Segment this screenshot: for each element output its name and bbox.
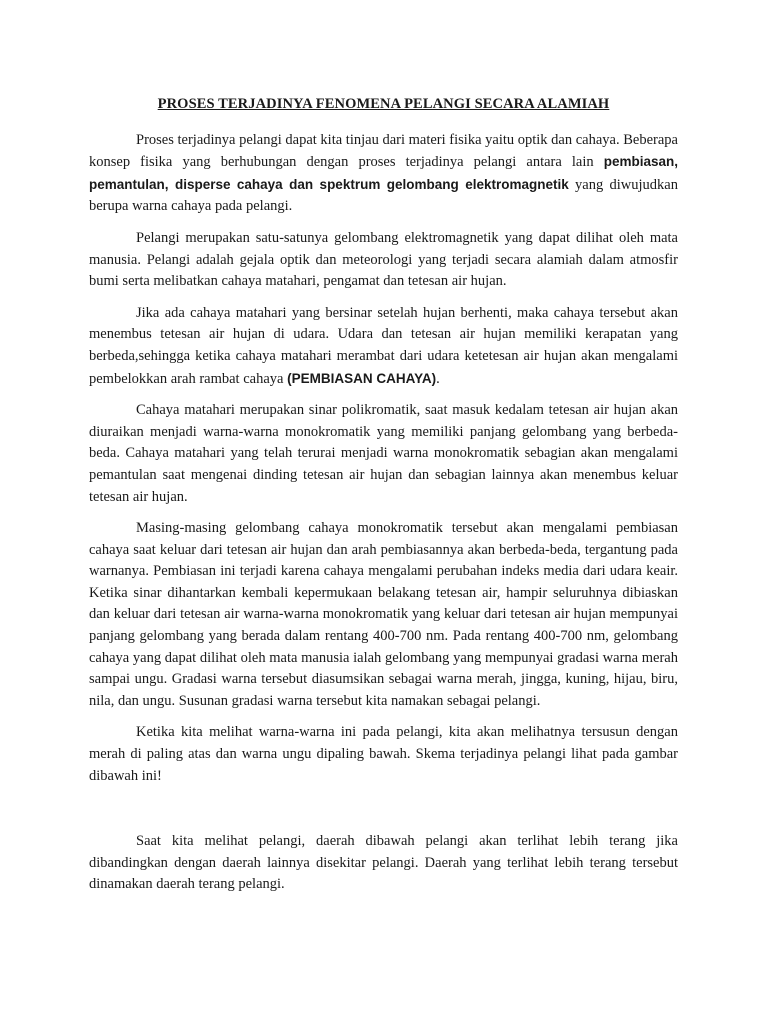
document-title: PROSES TERJADINYA FENOMENA PELANGI SECARA ALAMIAH (157, 96, 610, 112)
paragraph-1 (89, 130, 678, 218)
paragraph-3-text-start: Jika ada cahaya matahari yang bersinar setelah hujan berhenti, maka cahaya tersebut akan menembus tetesan air hujan di udara. Udara dan tetesan air hujan memiliki kerapatan yang berbeda,sehingga ketika cahaya matahari merambat dari udara ketetesan air hujan akan mengalami pembelokkan arah rambat cahaya (89, 304, 678, 387)
paragraph-4: Cahaya matahari merupakan sinar polikromatik, saat masuk kedalam tetesan air hujan akan diuraikan menjadi warna-warna monokromatik yang memiliki panjang gelombang yang berbeda-beda. Cahaya matahari yang telah terurai menjadi warna monokromatik sebagian akan mengalami pemantulan saat mengenai dinding tetesan air hujan dan sebagian lainnya akan menembus keluar tetesan air hujan. (89, 402, 678, 505)
paragraph-3 (89, 303, 678, 390)
paragraph-2: Pelangi merupakan satu-satunya gelombang elektromagnetik yang dapat dilihat oleh mata manusia. Pelangi adalah gejala optik dan meteorologi yang terjadi secara alamiah dalam atmosfir bumi serta melibatkan cahaya matahari, pengamat dan tetesan air hujan. (89, 229, 678, 290)
paragraph-1-text-end: yang diwujudkan berupa warna cahaya pada pelangi. (89, 176, 678, 215)
paragraph-3-bold-term: (PEMBIASAN CAHAYA) (287, 370, 437, 386)
paragraph-3-text-end: . (436, 370, 440, 387)
document-page (89, 94, 678, 906)
paragraph-5: Masing-masing gelombang cahaya monokromatik tersebut akan mengalami pembiasan cahaya saat keluar dari tetesan air hujan dan arah pembiasannya akan berbeda-beda, tergantung pada warnanya. Pembiasan ini terjadi karena cahaya mengalami perubahan indeks media dari udara keair. Ketika sinar dihantarkan kembali kepermukaan belakang tetesan air, hampir seluruhnya dibiaskan dan keluar dari tetesan air warna-warna monokromatik yang keluar dari tetesan air hujan mempunyai panjang gelombang yang berada dalam rentang 400-700 nm. Pada rentang 400-700 nm, gelombang cahaya yang dapat dilihat oleh mata manusia ialah gelombang yang mempunyai gradasi warna merah sampai ungu. Gradasi warna tersebut diasumsikan sebagai warna merah, jingga, kuning, hijau, biru, nila, dan ungu. Susunan gradasi warna tersebut kita namakan sebagai pelangi. (89, 520, 678, 709)
paragraph-1-text-start: Proses terjadinya pelangi dapat kita tinjau dari materi fisika yaitu optik dan cahaya. Beberapa konsep fisika yang berhubungan dengan proses terjadinya pelangi antara lain (89, 131, 678, 171)
paragraph-7: Saat kita melihat pelangi, daerah dibawah pelangi akan terlihat lebih terang jika dibandingkan dengan daerah lainnya disekitar pelangi. Daerah yang terlihat lebih terang tersebut dinamakan daerah terang pelangi. (89, 833, 678, 893)
paragraph-1-bold-terms: pembiasan, pemantulan, disperse cahaya dan spektrum gelombang elektromagnetik (89, 154, 678, 192)
paragraph-6: Ketika kita melihat warna-warna ini pada pelangi, kita akan melihatnya tersusun dengan merah di paling atas dan warna ungu dipaling bawah. Skema terjadinya pelangi lihat pada gambar dibawah ini! (89, 724, 678, 784)
